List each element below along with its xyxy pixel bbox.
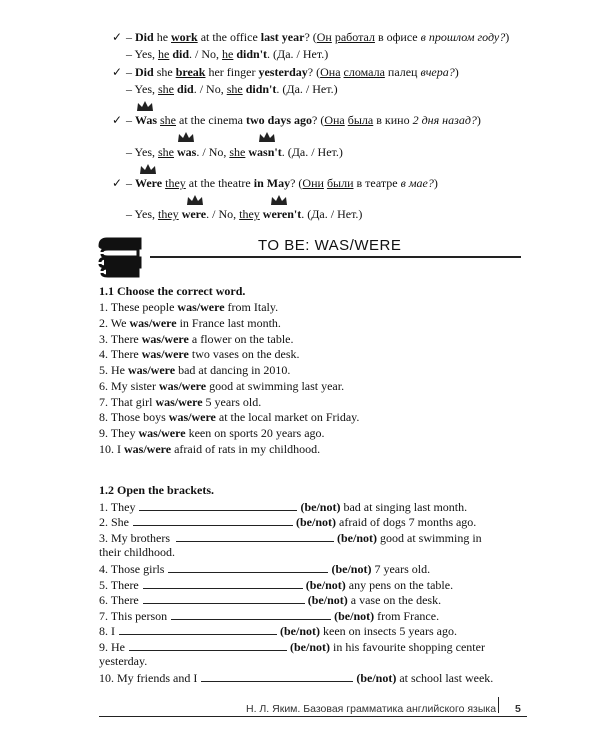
answer-blank[interactable]	[129, 639, 287, 651]
answer-blank[interactable]	[143, 592, 305, 604]
list-item: yesterday.	[99, 654, 148, 668]
list-item: 1. These people was/were from Italy.	[99, 300, 279, 314]
list-item: 8. I (be/not) keen on insects 5 years ago.	[99, 624, 457, 638]
list-item: 10. My friends and I (be/not) at school last week.	[99, 671, 494, 685]
crown-icon	[186, 194, 204, 206]
list-item: 4. There was/were two vases on the desk.	[99, 347, 300, 361]
exercise-heading: 1.1 Choose the correct word.	[99, 284, 246, 298]
list-item: 9. They was/were keen on sports 20 years ago.	[99, 426, 325, 440]
answer-blank[interactable]	[201, 670, 353, 682]
answer-blank[interactable]	[168, 561, 328, 573]
list-item: 2. We was/were in France last month.	[99, 316, 281, 330]
answer-blank[interactable]	[176, 530, 334, 542]
list-item: 8. Those boys was/were at the local market on Friday.	[99, 410, 360, 424]
list-item: 5. He was/were bad at dancing in 2010.	[99, 363, 291, 377]
list-item: 9. He (be/not) in his favourite shopping center	[99, 640, 485, 654]
example-answer: – Yes, he did. / No, he didn't. (Да. / Нет.)	[126, 47, 329, 61]
list-item: 3. My brothers (be/not) good at swimming in	[99, 531, 482, 545]
footer-separator	[498, 697, 499, 713]
example-question: ✓ – Were they at the theatre in May? (Они были в театре в мае?)	[112, 176, 438, 190]
footer-rule	[99, 716, 527, 717]
crown-icon	[258, 131, 276, 143]
crown-icon	[177, 131, 195, 143]
list-item: 2. She (be/not) afraid of dogs 7 months ago.	[99, 515, 477, 529]
crown-icon	[136, 100, 154, 112]
checkmark-icon: ✓	[112, 65, 123, 79]
answer-blank[interactable]	[139, 499, 297, 511]
checkmark-icon: ✓	[112, 113, 123, 127]
list-item: 10. I was/were afraid of rats in my childhood.	[99, 442, 321, 456]
list-item: 6. My sister was/were good at swimming last year.	[99, 379, 345, 393]
example-answer: – Yes, she was. / No, she wasn't. (Да. / Нет.)	[126, 145, 343, 159]
checkmark-icon: ✓	[112, 30, 123, 44]
checkmark-icon: ✓	[112, 176, 123, 190]
list-item: 6. There (be/not) a vase on the desk.	[99, 593, 442, 607]
example-question: ✓ – Did she break her finger yesterday? (Она сломала палец вчера?)	[112, 65, 459, 79]
list-item: 4. Those girls (be/not) 7 years old.	[99, 562, 431, 576]
example-answer: – Yes, she did. / No, she didn't. (Да. / Нет.)	[126, 82, 338, 96]
answer-blank[interactable]	[133, 514, 293, 526]
answer-blank[interactable]	[119, 623, 277, 635]
section-title: TO BE: WAS/WERE	[258, 237, 402, 254]
list-item: 1. They (be/not) bad at singing last month.	[99, 500, 468, 514]
exercise-heading: 1.2 Open the brackets.	[99, 483, 214, 497]
books-icon	[96, 236, 144, 278]
example-question: ✓ – Did he work at the office last year? (Он работал в офисе в прошлом году?)	[112, 30, 510, 44]
list-item: their childhood.	[99, 545, 175, 559]
list-item: 3. There was/were a flower on the table.	[99, 332, 294, 346]
example-answer: – Yes, they were. / No, they weren't. (Да. / Нет.)	[126, 207, 363, 221]
crown-icon	[270, 194, 288, 206]
divider	[150, 256, 521, 258]
list-item: 7. This person (be/not) from France.	[99, 609, 440, 623]
list-item: 5. There (be/not) any pens on the table.	[99, 578, 454, 592]
list-item: 7. That girl was/were 5 years old.	[99, 395, 262, 409]
page-number: 5	[515, 703, 521, 715]
example-question: ✓ – Was she at the cinema two days ago? (Она была в кино 2 дня назад?)	[112, 113, 481, 127]
answer-blank[interactable]	[143, 577, 303, 589]
crown-icon	[139, 163, 157, 175]
answer-blank[interactable]	[171, 608, 331, 620]
footer-text: Н. Л. Яким. Базовая грамматика английского языка	[246, 703, 497, 715]
